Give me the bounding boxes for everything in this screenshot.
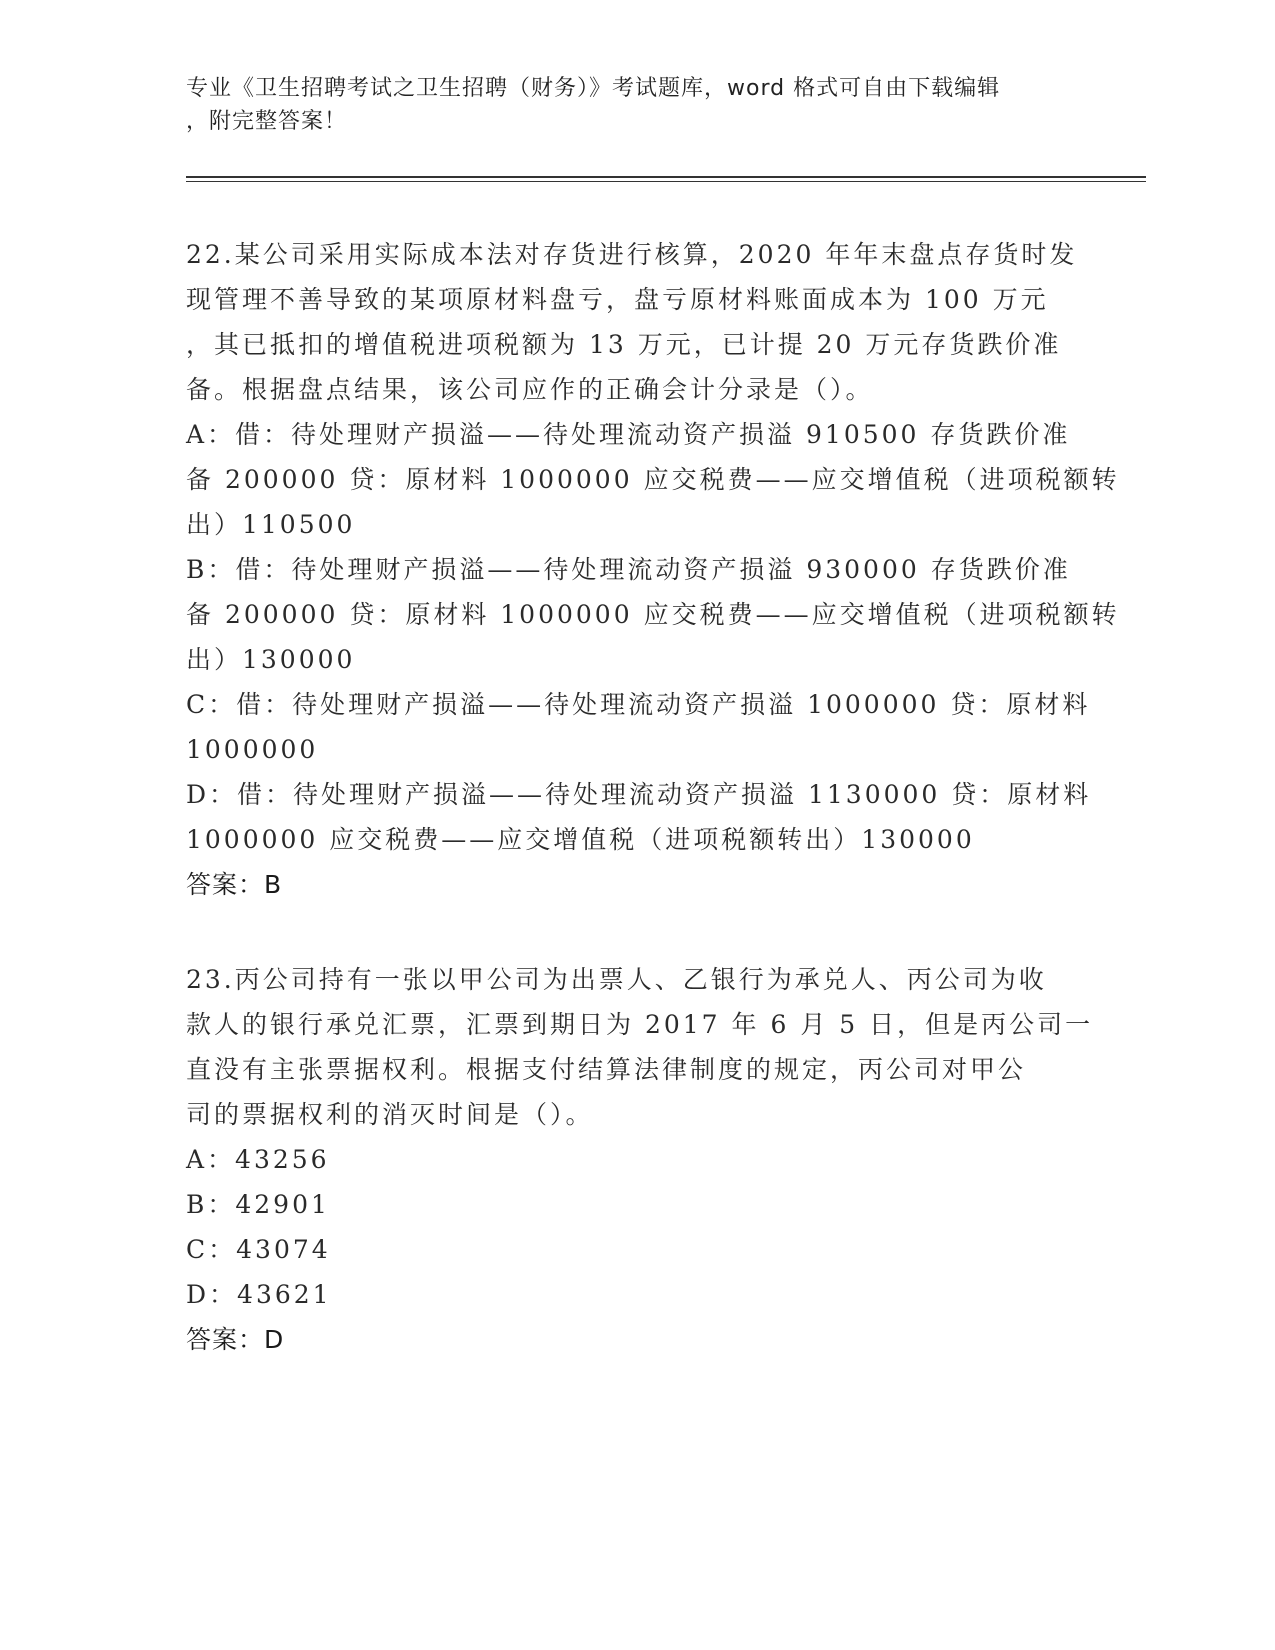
- option-a-line: A：借：待处理财产损溢——待处理流动资产损溢 910500 存货跌价准: [186, 420, 1071, 449]
- header-divider-thin: [186, 181, 1146, 182]
- option-c-line: 1000000: [186, 735, 319, 764]
- question-text-line: 23.丙公司持有一张以甲公司为出票人、乙银行为承兑人、丙公司为收: [186, 965, 1047, 994]
- option-c-line: C：43074: [186, 1235, 331, 1264]
- question-text-line: 司的票据权利的消灭时间是（）。: [186, 1100, 594, 1129]
- question-text-line: 备。根据盘点结果，该公司应作的正确会计分录是（）。: [186, 375, 874, 404]
- answer-label: 答案：D: [186, 1325, 285, 1354]
- question-22: [186, 232, 1120, 907]
- question-text-line: 直没有主张票据权利。根据支付结算法律制度的规定，丙公司对甲公: [186, 1055, 1027, 1084]
- option-b-line: B：借：待处理财产损溢——待处理流动资产损溢 930000 存货跌价准: [186, 555, 1071, 584]
- option-d-line: D：43621: [186, 1280, 332, 1309]
- answer-label: 答案：B: [186, 870, 283, 899]
- option-b-line: B：42901: [186, 1190, 330, 1219]
- header-line-1: 专业《卫生招聘考试之卫生招聘（财务）》考试题库，word 格式可自由下载编辑: [186, 76, 1001, 101]
- option-c-line: C：借：待处理财产损溢——待处理流动资产损溢 1000000 贷：原材料: [186, 690, 1091, 719]
- option-b-line: 出）130000: [186, 645, 356, 674]
- question-text-line: 22.某公司采用实际成本法对存货进行核算，2020 年年末盘点存货时发: [186, 240, 1078, 269]
- option-a-line: A：43256: [186, 1145, 330, 1174]
- question-text-line: ，其已抵扣的增值税进项税额为 13 万元，已计提 20 万元存货跌价准: [186, 330, 1062, 359]
- document-header: [186, 72, 1066, 138]
- option-a-line: 备 200000 贷：原材料 1000000 应交税费——应交增值税（进项税额转: [186, 465, 1120, 494]
- question-text-line: 款人的银行承兑汇票，汇票到期日为 2017 年 6 月 5 日，但是丙公司一: [186, 1010, 1094, 1039]
- question-23: [186, 957, 1094, 1362]
- header-line-2: ，附完整答案！: [186, 109, 348, 134]
- option-d-line: 1000000 应交税费——应交增值税（进项税额转出）130000: [186, 825, 975, 854]
- option-a-line: 出）110500: [186, 510, 356, 539]
- question-text-line: 现管理不善导致的某项原材料盘亏，盘亏原材料账面成本为 100 万元: [186, 285, 1049, 314]
- option-b-line: 备 200000 贷：原材料 1000000 应交税费——应交增值税（进项税额转: [186, 600, 1120, 629]
- option-d-line: D：借：待处理财产损溢——待处理流动资产损溢 1130000 贷：原材料: [186, 780, 1092, 809]
- header-divider-thick: [186, 176, 1146, 178]
